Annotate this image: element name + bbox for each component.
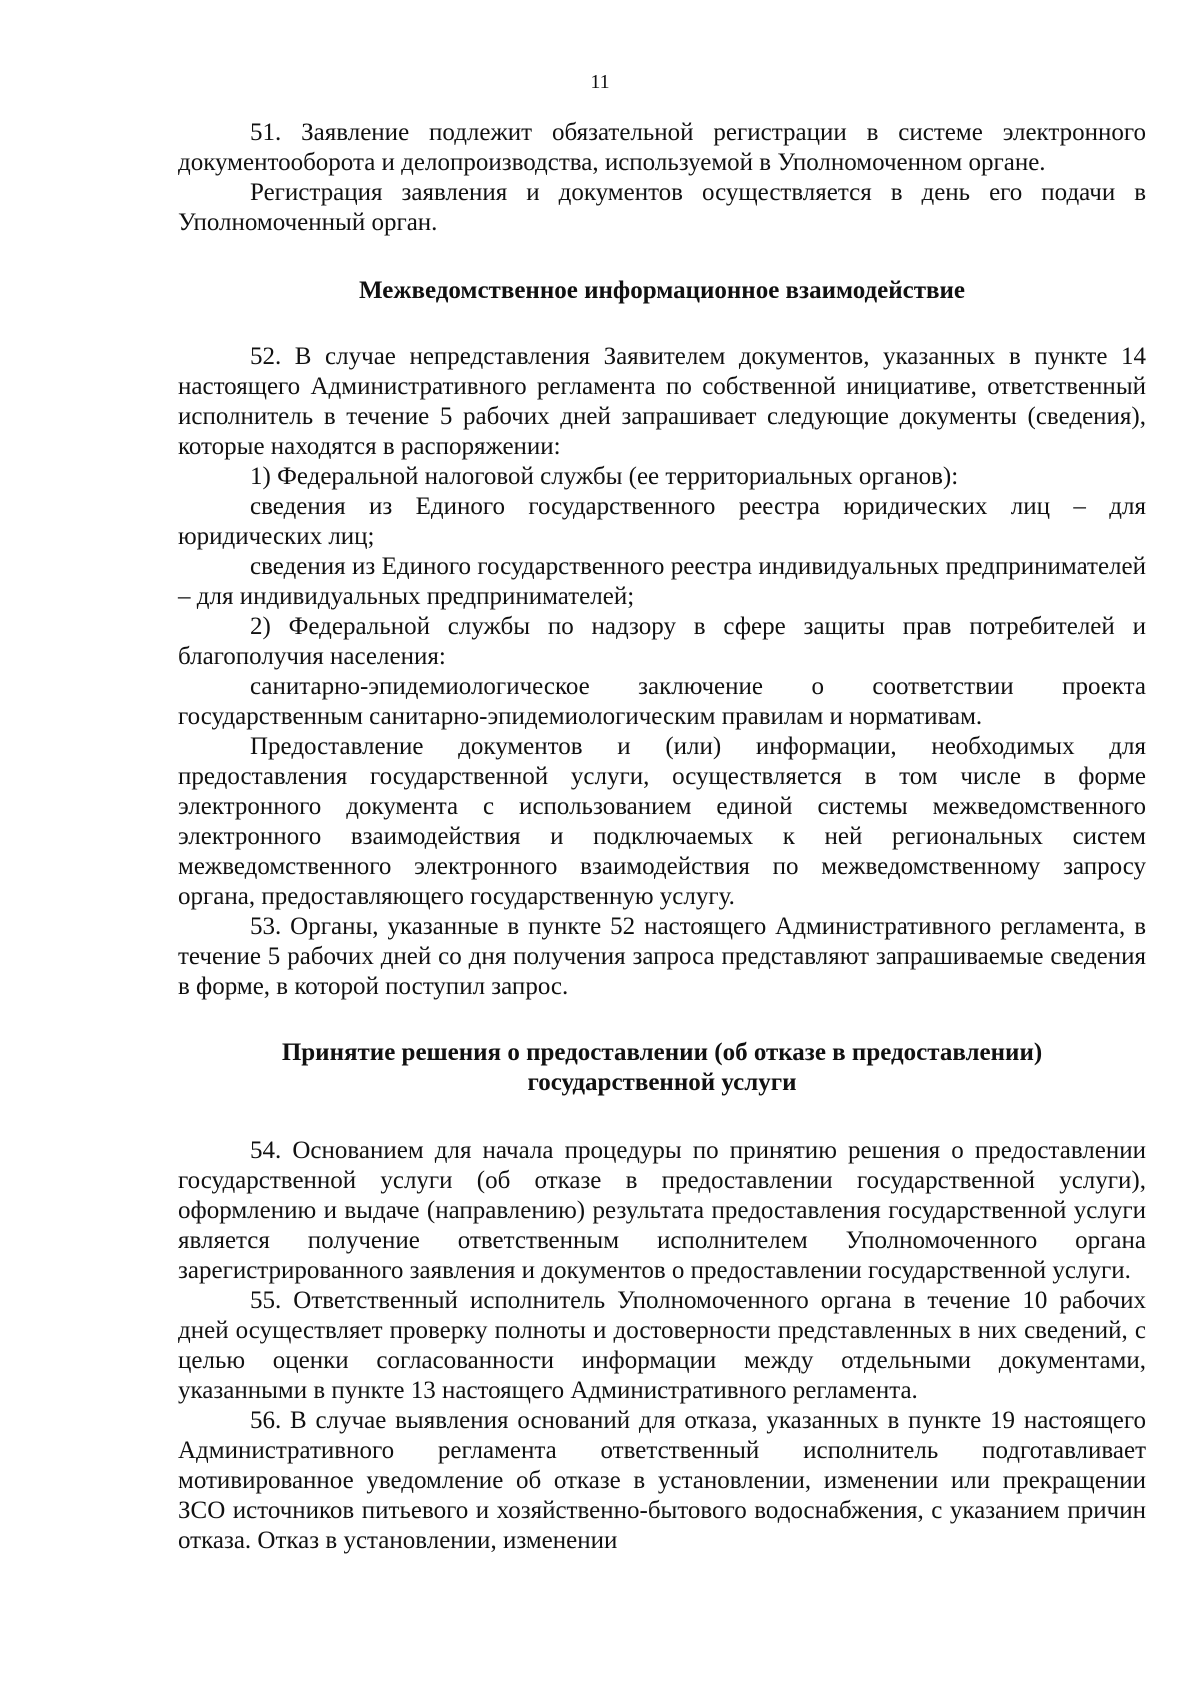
paragraph-56: 56. В случае выявления оснований для отказа, указанных в пункте 19 настоящего Административного регламента ответственный исполнитель подготавливает мотивированное уведомление об отказе в установлении, изменении или прекращении ЗСО источников питьевого и хозяйственно-бытового водоснабжения, с указанием причин отказа. Отказ в установлении, изменении	[178, 1407, 1146, 1554]
paragraph-53: 53. Органы, указанные в пункте 52 настоящего Административного регламента, в течение 5 рабочих дней со дня получения запроса представляют запрашиваемые сведения в форме, в которой поступил запрос.	[178, 913, 1146, 1000]
section-heading-decision-line1: Принятие решения о предоставлении (об отказе в предоставлении)	[281, 1039, 1043, 1066]
paragraph-52: 52. В случае непредставления Заявителем документов, указанных в пункте 14 настоящего Административного регламента по собственной инициативе, ответственный исполнитель в течение 5 рабочих дней запрашивает следующие документы (сведения), которые находятся в распоряжении:	[178, 343, 1146, 460]
list-item-consumer-service: 2) Федеральной службы по надзору в сфере защиты прав потребителей и благополучия населения:	[178, 613, 1146, 670]
paragraph-55: 55. Ответственный исполнитель Уполномоченного органа в течение 10 рабочих дней осуществляет проверку полноты и достоверности представленных в них сведений, с целью оценки согласованности информации между отдельными документами, указанными в пункте 13 настоящего Административного регламента.	[178, 1287, 1146, 1404]
paragraph-51: 51. Заявление подлежит обязательной регистрации в системе электронного документооборота и делопроизводства, используемой в Уполномоченном органе.	[178, 119, 1146, 176]
list-item-legal-entities: сведения из Единого государственного реестра юридических лиц – для юридических лиц;	[178, 493, 1146, 550]
section-heading-decision	[178, 1038, 1146, 1098]
list-item-sanitary-conclusion: санитарно-эпидемиологическое заключение о соответствии проекта государственным санитарно-эпидемиологическим правилам и нормативам.	[178, 673, 1146, 730]
section-heading-decision-line2: государственной услуги	[527, 1069, 797, 1096]
list-item-tax-service: 1) Федеральной налоговой службы (ее территориальных органов):	[250, 463, 959, 490]
section-heading-interagency: Межведомственное информационное взаимодействие	[359, 277, 965, 304]
list-item-entrepreneurs: сведения из Единого государственного реестра индивидуальных предпринимателей – для индивидуальных предпринимателей;	[178, 553, 1146, 610]
paragraph-54: 54. Основанием для начала процедуры по принятию решения о предоставлении государственной услуги (об отказе в предоставлении государственной услуги), оформлению и выдаче (направлению) результата предоставления государственной услуги является получение ответственным исполнителем Уполномоченного органа зарегистрированного заявления и документов о предоставлении государственной услуги.	[178, 1137, 1146, 1284]
paragraph-registration: Регистрация заявления и документов осуществляется в день его подачи в Уполномоченный орган.	[178, 179, 1146, 236]
page-number: 11	[590, 71, 610, 93]
document-body	[178, 118, 1146, 1556]
paragraph-electronic-exchange: Предоставление документов и (или) информации, необходимых для предоставления государственной услуги, осуществляется в том числе в форме электронного документа с использованием единой системы межведомственного электронного взаимодействия и подключаемых к ней региональных систем межведомственного электронного взаимодействия по межведомственному запросу органа, предоставляющего государственную услугу.	[178, 733, 1146, 910]
